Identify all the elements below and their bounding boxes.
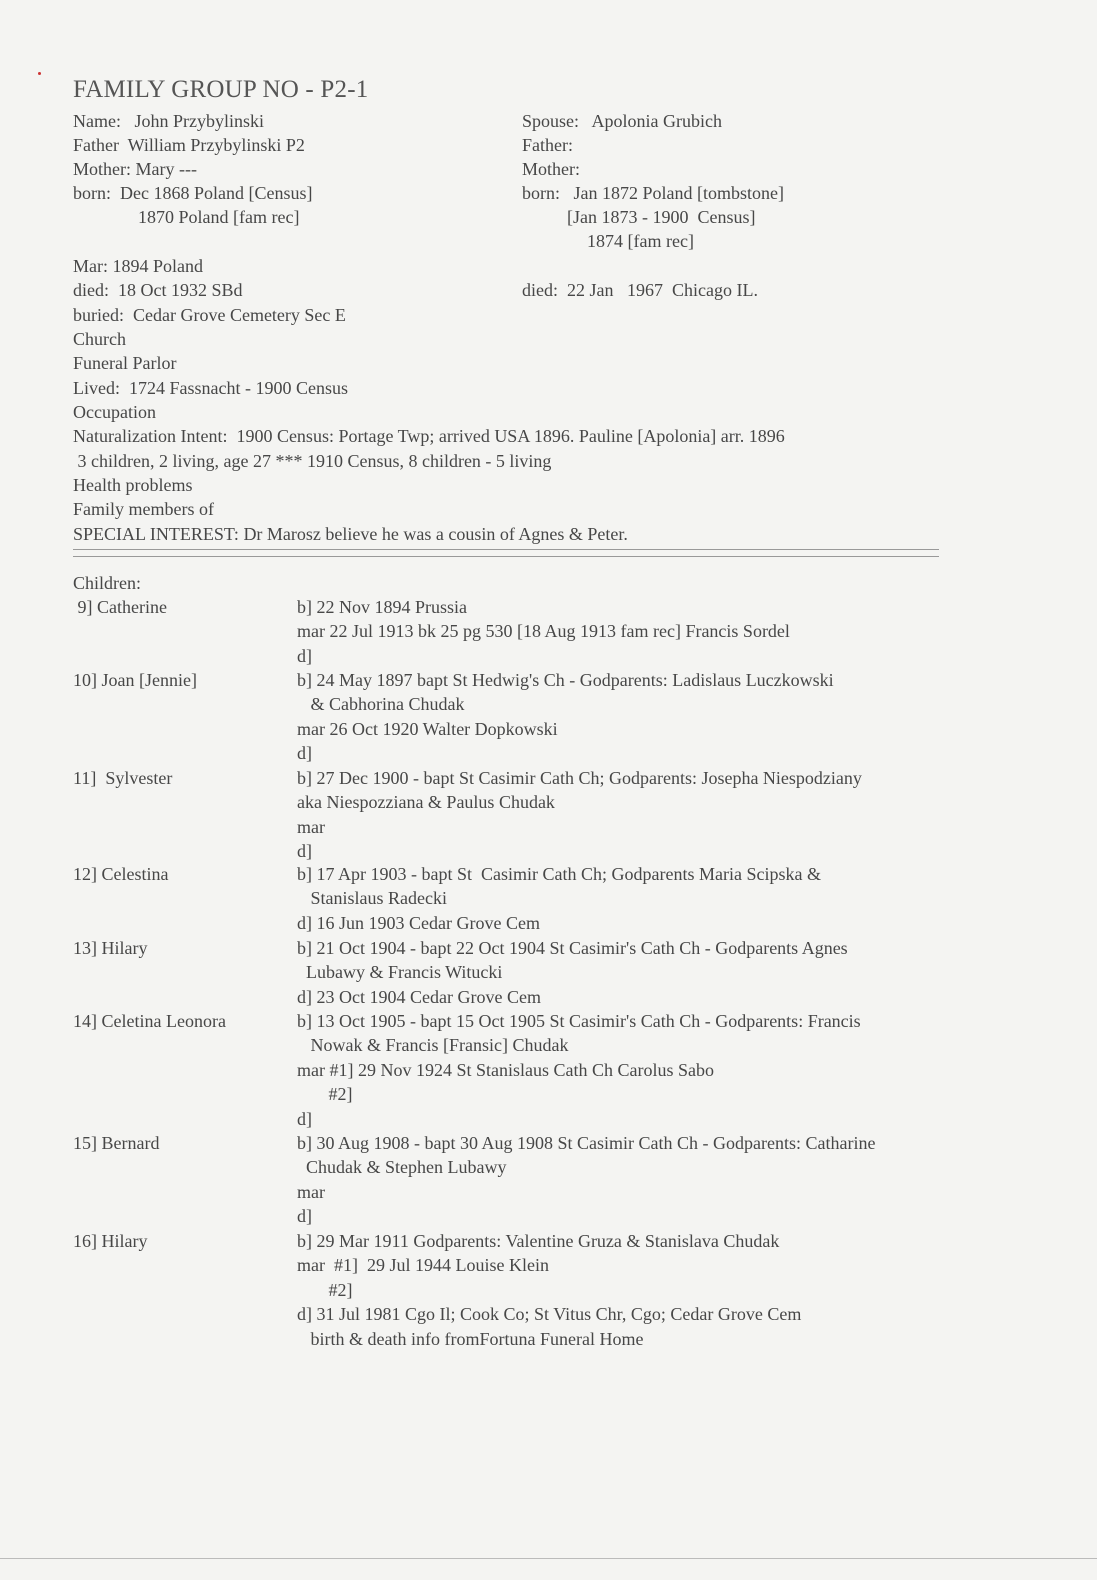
child-detail-line: b] 13 Oct 1905 - bapt 15 Oct 1905 St Casimir's Cath Ch - Godparents: Francis: [297, 1011, 861, 1031]
section-divider: [73, 549, 939, 557]
child-name: 16] Hilary: [73, 1231, 148, 1251]
child-detail-line: Stanislaus Radecki: [297, 888, 447, 909]
child-detail-line: mar: [297, 1181, 325, 1202]
husband-father: Father William Przybylinski P2: [73, 135, 305, 155]
child-detail-line: Nowak & Francis [Fransic] Chudak: [297, 1035, 569, 1056]
spouse-father: Father:: [522, 135, 573, 155]
child-detail-line: aka Niespozziana & Paulus Chudak: [297, 792, 555, 813]
child-detail-line: #2]: [297, 1279, 353, 1300]
naturalization: Naturalization Intent: 1900 Census: Portage Twp; arrived USA 1896. Pauline [Apolonia] arr. 1896: [73, 426, 785, 446]
child-detail-line: b] 29 Mar 1911 Godparents: Valentine Gruza & Stanislava Chudak: [297, 1231, 780, 1251]
ink-speck: [38, 72, 41, 75]
child-detail-line: b] 21 Oct 1904 - bapt 22 Oct 1904 St Casimir's Cath Ch - Godparents Agnes: [297, 938, 848, 958]
spouse-died: died: 22 Jan 1967 Chicago IL.: [522, 280, 758, 300]
page-title: FAMILY GROUP NO - P2-1: [73, 76, 369, 103]
spouse-mother: Mother:: [522, 159, 580, 179]
child-detail-line: mar #1] 29 Jul 1944 Louise Klein: [297, 1255, 549, 1276]
child-name: 9] Catherine: [73, 597, 167, 617]
marriage: Mar: 1894 Poland: [73, 256, 203, 276]
buried: buried: Cedar Grove Cemetery Sec E: [73, 305, 346, 325]
child-detail-line: b] 22 Nov 1894 Prussia: [297, 597, 467, 617]
child-detail-line: b] 27 Dec 1900 - bapt St Casimir Cath Ch; Godparents: Josepha Niespodziany: [297, 768, 862, 788]
child-name: 11] Sylvester: [73, 768, 173, 788]
bottom-rule: [0, 1558, 1097, 1559]
husband-born-alt: 1870 Poland [fam rec]: [138, 207, 300, 227]
child-detail-line: Lubawy & Francis Witucki: [297, 962, 503, 983]
child-detail-line: d]: [297, 645, 312, 666]
child-detail-line: & Cabhorina Chudak: [297, 694, 465, 715]
funeral-parlor: Funeral Parlor: [73, 353, 177, 373]
child-name: 10] Joan [Jennie]: [73, 670, 197, 690]
child-detail-line: Chudak & Stephen Lubawy: [297, 1157, 507, 1178]
child-detail-line: d]: [297, 1206, 312, 1227]
child-name: 14] Celetina Leonora: [73, 1011, 226, 1031]
church: Church: [73, 329, 126, 349]
occupation: Occupation: [73, 402, 156, 422]
naturalization-cont: 3 children, 2 living, age 27 *** 1910 Census, 8 children - 5 living: [73, 451, 552, 471]
husband-born: born: Dec 1868 Poland [Census]: [73, 183, 313, 203]
child-name: 15] Bernard: [73, 1133, 160, 1153]
spouse-name: Spouse: Apolonia Grubich: [522, 111, 722, 131]
child-detail-line: mar 26 Oct 1920 Walter Dopkowski: [297, 718, 558, 739]
child-detail-line: d]: [297, 1108, 312, 1129]
lived: Lived: 1724 Fassnacht - 1900 Census: [73, 378, 348, 398]
children-label: Children:: [73, 573, 141, 593]
husband-mother: Mother: Mary ---: [73, 159, 197, 179]
child-name: 12] Celestina: [73, 864, 169, 884]
spouse-born: born: Jan 1872 Poland [tombstone]: [522, 183, 784, 203]
husband-died: died: 18 Oct 1932 SBd: [73, 280, 243, 300]
child-detail-line: d] 23 Oct 1904 Cedar Grove Cem: [297, 986, 541, 1007]
child-name: 13] Hilary: [73, 938, 148, 958]
child-detail-line: d] 16 Jun 1903 Cedar Grove Cem: [297, 912, 540, 933]
health-problems: Health problems: [73, 475, 193, 495]
husband-name: Name: John Przybylinski: [73, 111, 264, 131]
child-detail-line: b] 17 Apr 1903 - bapt St Casimir Cath Ch; Godparents Maria Scipska &: [297, 864, 821, 884]
child-detail-line: birth & death info fromFortuna Funeral Home: [297, 1328, 644, 1349]
family-members: Family members of: [73, 499, 214, 519]
child-detail-line: d]: [297, 743, 312, 764]
child-detail-line: d]: [297, 841, 312, 862]
special-interest: SPECIAL INTEREST: Dr Marosz believe he was a cousin of Agnes & Peter.: [73, 524, 628, 544]
child-detail-line: b] 30 Aug 1908 - bapt 30 Aug 1908 St Casimir Cath Ch - Godparents: Catharine: [297, 1133, 876, 1153]
child-detail-line: mar #1] 29 Nov 1924 St Stanislaus Cath Ch Carolus Sabo: [297, 1059, 714, 1080]
child-detail-line: mar 22 Jul 1913 bk 25 pg 530 [18 Aug 1913 fam rec] Francis Sordel: [297, 621, 790, 642]
child-detail-line: d] 31 Jul 1981 Cgo Il; Cook Co; St Vitus Chr, Cgo; Cedar Grove Cem: [297, 1304, 802, 1325]
child-detail-line: mar: [297, 816, 325, 837]
child-detail-line: #2]: [297, 1084, 353, 1105]
spouse-born-famrec: 1874 [fam rec]: [587, 231, 694, 251]
child-detail-line: b] 24 May 1897 bapt St Hedwig's Ch - Godparents: Ladislaus Luczkowski: [297, 670, 834, 690]
spouse-born-census: [Jan 1873 - 1900 Census]: [567, 207, 756, 227]
